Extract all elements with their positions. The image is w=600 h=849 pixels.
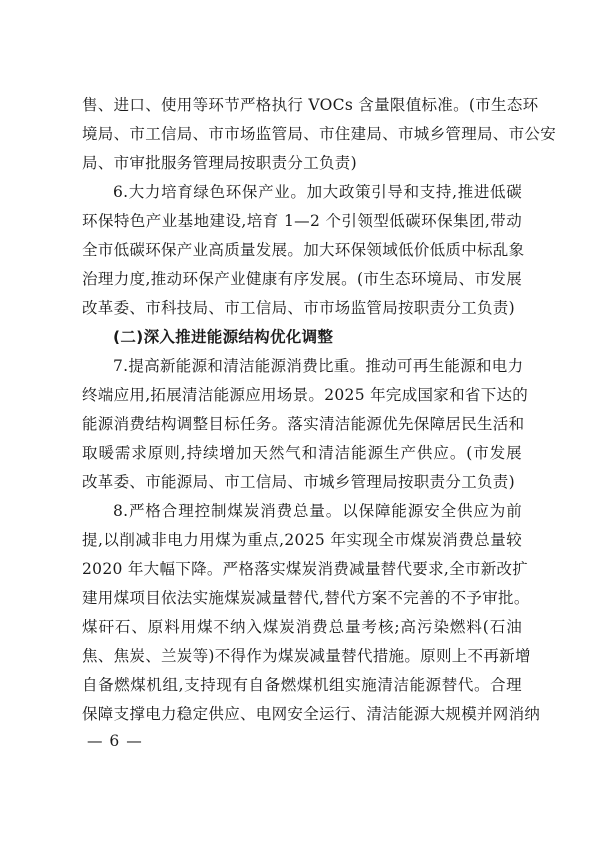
text-line: 2020 年大幅下降。严格落实煤炭消费减量替代要求,全市新改扩 (82, 560, 529, 578)
text-line: 自备燃煤机组,支持现有自备燃煤机组实施清洁能源替代。合理 (82, 676, 522, 694)
text-line: 焦、焦炭、兰炭等)不得作为煤炭减量替代措施。原则上不再新增 (82, 647, 531, 665)
text-line: 7.提高新能源和清洁能源消费比重。推动可再生能源和电力 (113, 357, 524, 375)
text-line: 6.大力培育绿色环保产业。加大政策引导和支持,推进低碳 (113, 183, 522, 201)
text-line: 能源消费结构调整目标任务。落实清洁能源优先保障居民生活和 (82, 415, 525, 433)
text-line: 改革委、市能源局、市工信局、市城乡管理局按职责分工负责) (82, 473, 515, 491)
text-line: 环保特色产业基地建设,培育 1—2 个引领型低碳环保集团,带动 (82, 212, 522, 230)
text-line: 取暖需求原则,持续增加天然气和清洁能源生产供应。(市发展 (82, 444, 522, 462)
text-line: 8.严格合理控制煤炭消费总量。以保障能源安全供应为前 (113, 502, 522, 520)
text-line: 保障支撑电力稳定供应、电网安全运行、清洁能源大规模并网消纳 (82, 705, 541, 723)
text-line: 治理力度,推动环保产业健康有序发展。(市生态环境局、市发展 (82, 270, 522, 288)
page-number: — 6 — (87, 732, 143, 750)
text-line: 改革委、市科技局、市工信局、市市场监管局按职责分工负责) (82, 299, 515, 317)
text-line: 提,以削减非电力用煤为重点,2025 年实现全市煤炭消费总量较 (82, 531, 522, 549)
section-heading: (二)深入推进能源结构优化调整 (113, 328, 334, 346)
text-line: 全市低碳环保产业高质量发展。加大环保领域低价低质中标乱象 (82, 241, 525, 259)
text-line: 售、进口、使用等环节严格执行 VOCs 含量限值标准。(市生态环 (82, 96, 539, 114)
document-body (82, 91, 557, 729)
text-line: 局、市审批服务管理局按职责分工负责) (82, 154, 357, 172)
text-line: 终端应用,拓展清洁能源应用场景。2025 年完成国家和省下达的 (82, 386, 529, 404)
text-line: 境局、市工信局、市市场监管局、市住建局、市城乡管理局、市公安 (82, 125, 557, 143)
text-line: 煤矸石、原料用煤不纳入煤炭消费总量考核;高污染燃料(石油 (82, 618, 522, 636)
text-line: 建用煤项目依法实施煤炭减量替代,替代方案不完善的不予审批。 (82, 589, 530, 607)
